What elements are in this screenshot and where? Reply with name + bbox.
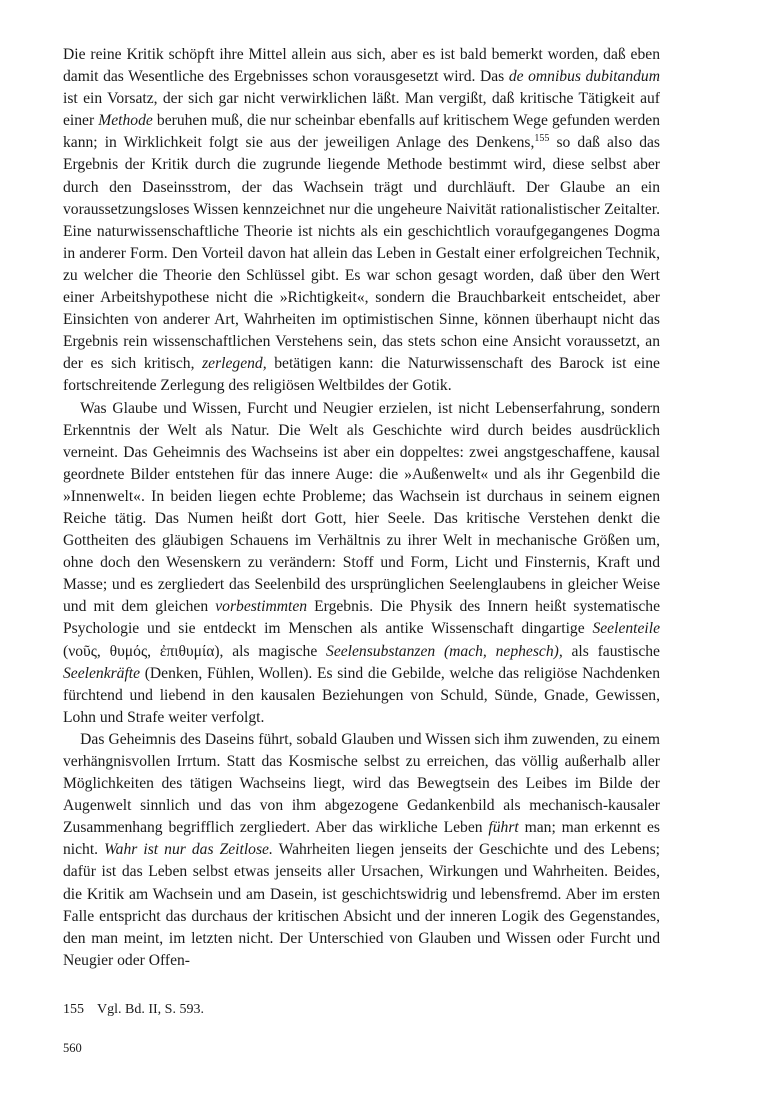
paragraph <box>63 44 660 398</box>
italic-text: führt <box>488 819 519 837</box>
footnote-number: 155 <box>63 1002 84 1017</box>
text-run: Das Geheimnis des Daseins führt, sobald Glauben und Wissen sich ihm zuwenden, zu einem verhängnisvollen Irrtum. Statt das Kosmische selbst zu erreichen, das völlig außerhalb aller Möglichkeiten des tätigen Wachseins liegt, wird das Bewegtsein des Leibes im Bilde der Augenwelt sinnlich und das von ihm abgezogene Gedankenbild als mechanisch-kausaler Zusammenhang begrifflich zergliedert. Aber das wirkliche Leben <box>63 730 660 837</box>
text-run: (νοῦς, θυμός, ἐπιθυμία), als magische <box>63 642 327 660</box>
page-number: 560 <box>63 1041 82 1055</box>
text-run: (Denken, Fühlen, Wollen). Es sind die Gebilde, welche das religiöse Nachdenken fürchtend und liebend in den kausalen Beziehungen von Schuld, Sünde, Gnade, Gewissen, Lohn und Strafe weiter verfolgt. <box>63 664 660 726</box>
paragraph <box>63 398 660 729</box>
text-run: Was Glaube und Wissen, Furcht und Neugier erzielen, ist nicht Lebenserfahrung, sondern Erkenntnis der Welt als Natur. Die Welt als Geschichte wird durch beides ausdrücklich verneint. Das Geheimnis des Wachseins ist aber ein doppeltes: zwei angstgeschaffene, kausal geordnete Bilder entstehen für das innere Auge: die »Außenwelt« und als ihr Gegenbild die »Innenwelt«. In beiden liegen echte Probleme; das Wachsein ist durchaus in seinem eignen Reiche tätig. Das Numen heißt dort Gott, hier Seele. Das kritische Verstehen denkt die Gottheiten des gläubigen Schauens im Verhältnis zu ihrer Welt in mechanische Größen um, ohne doch den Wesenskern zu verändern: Stoff und Form, Licht und Finsternis, Kraft und Masse; und es zergliedert das Seelenbild des ursprünglichen Seelenglaubens in gleicher Weise und mit dem gleichen <box>63 399 660 616</box>
footnote-text: Vgl. Bd. II, S. 593. <box>97 1002 204 1017</box>
footnote-reference: 155 <box>534 133 550 145</box>
italic-text: Methode <box>98 112 153 130</box>
italic-text: Wahr ist nur das Zeitlose. <box>104 841 273 859</box>
italic-text: de omnibus dubitandum <box>508 68 660 86</box>
body-text <box>63 44 660 972</box>
text-run: Wahrheiten liegen jenseits der Geschichte und des Lebens; dafür ist das Leben selbst etwas jenseits aller Ursachen, Wirkungen und Wahrheiten. Beides, die Kritik am Wachsein und am Dasein, ist geschichtswidrig und lebensfremd. Aber im ersten Falle entspricht das durchaus der kritischen Absicht und der inneren Logik des Gegenstandes, den man meint, im letzten nicht. Der Unterschied von Glauben und Wissen oder Furcht und Neugier oder Offen- <box>63 841 660 969</box>
italic-text: Seelenteile <box>592 620 660 638</box>
text-run: man; man erkennt es nicht. <box>63 819 660 859</box>
text-run: so daß also das Ergebnis der Kritik durch die zugrunde liegende Methode bestimmt wird, diese selbst aber durch den Daseinsstrom, der das Wachsein trägt und durchläuft. Der Glaube an ein voraussetzungsloses Wissen kennzeichnet nur die ungeheure Naivität rationalistischer Zeitalter. Eine naturwissenschaftliche Theorie ist nichts als ein geschichtlich voraufgegangenes Dogma in anderer Form. Den Vorteil davon hat allein das Leben in Gestalt einer erfolgreichen Technik, zu welcher die Theorie den Schlüssel gibt. Es war schon gesagt worden, daß über den Wert einer Arbeitshypothese nicht die »Richtigkeit«, sondern die Brauchbarkeit entscheidet, aber Einsichten von anderer Art, Wahrheiten im optimistischen Sinne, können überhaupt nicht das Ergebnis rein wissenschaftlichen Verstehens sein, das stets schon eine Ansicht voraussetzt, an der es sich kritisch, <box>63 134 660 373</box>
italic-text: vorbestimmten <box>215 598 308 616</box>
text-run: Die reine Kritik schöpft ihre Mittel allein aus sich, aber es ist bald bemerkt worden, daß eben damit das Wesentliche des Ergebnisses schon vorausgesetzt wird. Das <box>63 46 660 86</box>
text-run: Ergebnis. Die Physik des Innern heißt systematische Psychologie und sie entdeckt im Menschen als antike Wissenschaft dingartige <box>63 598 660 638</box>
paragraph <box>63 729 660 972</box>
italic-text: Seelenkräfte <box>63 664 141 682</box>
italic-text: zerlegend, <box>202 355 267 373</box>
text-run: als faustische <box>562 642 660 660</box>
text-run: ist ein Vorsatz, der sich gar nicht verwirklichen läßt. Man vergißt, daß kritische Tätigkeit auf einer <box>63 90 660 130</box>
text-run: betätigen kann: die Naturwissenschaft des Barock ist eine fortschreitende Zerlegung des religiösen Weltbildes der Gotik. <box>63 355 660 395</box>
text-run: beruhen muß, die nur scheinbar ebenfalls auf kritischem Wege gefunden werden kann; in Wirklichkeit folgt sie aus der jeweiligen Anlage des Denkens, <box>63 112 660 152</box>
italic-text: Seelensubstanzen (mach, nephesch), <box>326 642 563 660</box>
footnote <box>63 1000 660 1020</box>
